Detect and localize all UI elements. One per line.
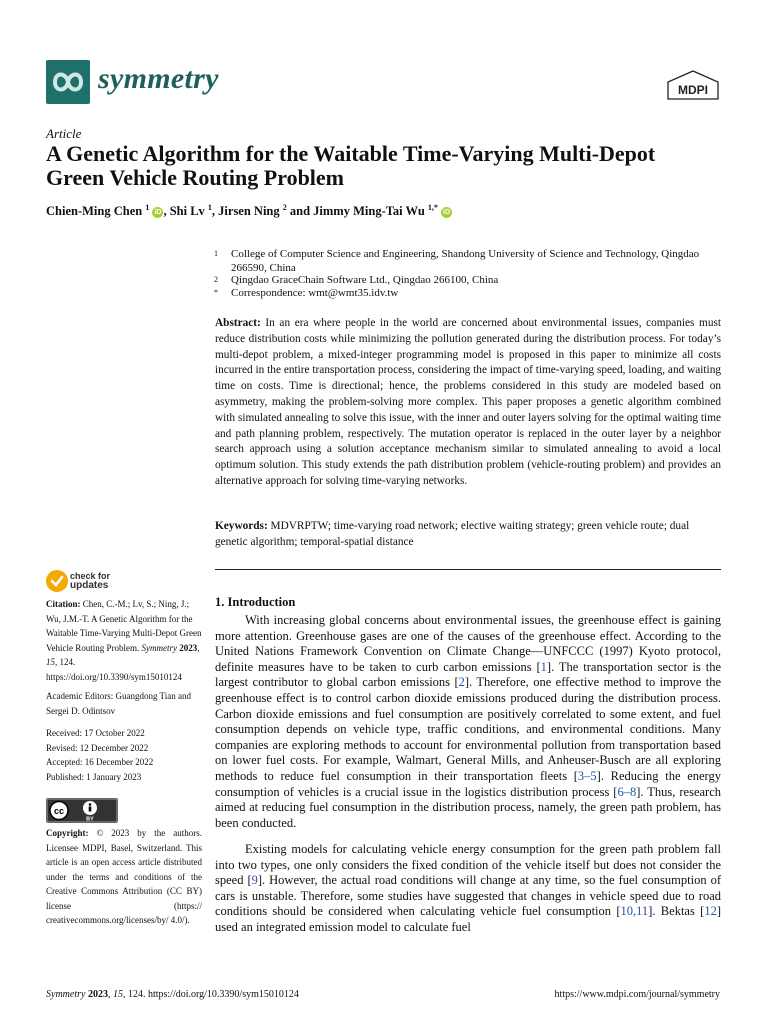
- affiliation-number: 1: [214, 249, 218, 258]
- copyright-notice: [46, 826, 202, 928]
- article-type: Article: [46, 126, 82, 141]
- footer-citation: Symmetry 2023, 15, 124. https://doi.org/10.3390/sym15010124: [46, 989, 299, 1000]
- footer-year: 2023: [87, 989, 108, 1000]
- keywords: [215, 519, 721, 551]
- author-affiliation-sup: 2: [282, 203, 287, 212]
- author-name: Chien-Ming Chen: [46, 204, 143, 219]
- orcid-icon[interactable]: iD: [443, 209, 451, 217]
- keywords-text: MDVRPTW; time-varying road network; elective waiting strategy; green vehicle route; dual genetic algorithm; temporal-spatial distance: [215, 520, 690, 548]
- section-divider: [215, 569, 721, 570]
- author-name: Shi Lv: [169, 204, 205, 219]
- date-accepted: Accepted: 16 December 2022: [46, 757, 154, 767]
- affiliation-number: *: [214, 288, 218, 297]
- reference-link[interactable]: 1: [540, 659, 547, 674]
- paragraph-text: ]. The transportation sector is the largest contributor to global carbon emissions [: [215, 659, 721, 690]
- article-title: A Genetic Algorithm for the Waitable Time-Varying Multi-Depot Green Vehicle Routing Problem: [46, 141, 656, 190]
- paragraph-text: With increasing global concerns about environmental issues, the greenhouse effect is gaining more attention. Greenhouse gases are one of the causes of the greenhouse effect. According to the United Nations Framework Convention on Climate Change—UNFCCC (1997) Kyoto protocol, definite measures have to be taken to curb carbon emissions [: [215, 613, 721, 674]
- reference-link[interactable]: 3–5: [577, 768, 597, 783]
- author-affiliation-sup: 1: [207, 203, 212, 212]
- section-heading: 1. Introduction: [215, 595, 296, 609]
- paragraph-text: ]. Thus, research aimed at reducing fuel consumption in the distribution process, namely, the green path problem, has been conducted.: [215, 784, 721, 830]
- correspondence: [214, 286, 714, 300]
- date-received: Received: 17 October 2022: [46, 728, 145, 738]
- citation-journal: Symmetry: [141, 642, 177, 653]
- affiliation-text: College of Computer Science and Engineering, Shandong University of Science and Technology, Qingdao 266590, China: [231, 248, 700, 274]
- date-revised: Revised: 12 December 2022: [46, 742, 149, 753]
- author-affiliation-sup: 1,*: [427, 203, 438, 212]
- footer-volume: 15: [112, 989, 123, 1000]
- citation-volume: 15: [46, 657, 55, 667]
- abstract: [215, 316, 721, 490]
- footer-journal-url[interactable]: https://www.mdpi.com/journal/symmetry: [554, 989, 720, 1000]
- check-line-2: updates: [70, 580, 109, 591]
- orcid-icon[interactable]: iD: [154, 209, 162, 217]
- footer-doi[interactable]: , 124. https://doi.org/10.3390/sym15010124: [122, 989, 299, 1000]
- affiliation-text: Qingdao GraceChain Software Ltd., Qingdao 266100, China: [231, 274, 499, 286]
- paragraph-text: ]. Therefore, one effective method to improve the greenhouse effect is to control carbon dioxide emissions produced during the distribution process. Carbon dioxide emissions and fuel consumption are positively correlated to some extent, and fuel consumption depends on vehicle type, traffic conditions, and environmental conditions. Many companies are exploring methods to account for environmental pollution from transportation based on lower fuel costs. For example, Walmart, General Mills, and Anheuser-Busch are all exploring methods to reduce fuel consumption in their transportation fleets [: [215, 675, 721, 783]
- paragraph-text: ]. However, the actual road conditions will change at any time, so the fuel consumption of cars is unstable. Therefore, some studies have suggested that changes in vehicle speed due to road conditions should be considered when calculating vehicle fuel consumption [: [215, 873, 721, 919]
- reference-link[interactable]: 12: [704, 904, 717, 919]
- intro-paragraph-2: [215, 842, 721, 936]
- citation-label: Citation:: [46, 599, 81, 609]
- check-line-1: check for: [70, 571, 111, 581]
- publisher-logo[interactable]: [666, 70, 720, 100]
- cc-label: cc: [53, 806, 65, 816]
- reference-link[interactable]: 10,11: [620, 904, 649, 919]
- publisher-label: MDPI: [678, 83, 708, 97]
- keywords-label: Keywords:: [215, 520, 268, 532]
- dates-block: [46, 726, 202, 784]
- affiliation-number: 2: [214, 275, 218, 284]
- citation-doi[interactable]: , 124. https://doi.org/10.3390/sym15010124: [46, 657, 182, 682]
- abstract-label: Abstract:: [215, 317, 261, 329]
- author-name: Jimmy Ming-Tai Wu: [313, 204, 425, 219]
- check-for-updates-button[interactable]: [46, 570, 126, 594]
- reference-link[interactable]: 6–8: [617, 784, 637, 799]
- paragraph-text: Existing models for calculating vehicle energy consumption for the green path problem fall into two types, one only considers the fixed condition of the vehicle itself but does not consider the speed [: [215, 842, 721, 888]
- citation-text: Chen, C.-M.; Lv, S.; Ning, J.; Wu, J.M.-T. A Genetic Algorithm for the Waitable Time-Varying Multi-Depot Green Vehicle Routing Problem.: [46, 599, 202, 653]
- cc-by-label: BY: [86, 816, 94, 823]
- check-for-updates-label: [70, 571, 110, 591]
- affiliation-1: [214, 247, 714, 275]
- citation-year: 2023: [179, 642, 198, 653]
- author-list: Chien-Ming Chen $^1$ iD , Shi Lv $^1$, Jirsen Ning $^2$ and Jimmy Ming-Tai Wu $^{1,*}$ iD: [46, 203, 451, 219]
- journal-name[interactable]: symmetry: [98, 62, 219, 95]
- paragraph-text: ]. Bektas [: [648, 904, 705, 919]
- footer-journal: Symmetry: [46, 989, 86, 1000]
- copyright-label: Copyright:: [46, 828, 89, 838]
- cc-by-license-icon[interactable]: [46, 798, 118, 823]
- academic-editors: Academic Editors: Guangdong Tian and Sergei D. Odintsov: [46, 691, 191, 716]
- affiliation-text[interactable]: Correspondence: wmt@wmt35.idv.tw: [231, 287, 399, 299]
- reference-link[interactable]: 9: [251, 873, 258, 888]
- citation-block: Citation: Chen, C.-M.; Lv, S.; Ning, J.; Wu, J.M.-T. A Genetic Algorithm for the Waitable Time-Varying Multi-Depot Green Vehicle Routing Problem. Symmetry 2023, 15, 124. https://doi.org/10.3390/sym15010124: [46, 599, 202, 682]
- date-published: Published: 1 January 2023: [46, 771, 142, 782]
- check-icon: [46, 570, 68, 592]
- intro-paragraph-1: [215, 613, 721, 831]
- reference-link[interactable]: 2: [458, 675, 465, 690]
- author-name: Jirsen Ning: [218, 204, 280, 219]
- paragraph-text: ]. Reducing the energy consumption of vehicles is a crucial issue in the logistics distribution process [: [215, 768, 721, 799]
- abstract-text: In an era where people in the world are concerned about environmental issues, companies must reduce distribution costs while minimizing the pollution generated during the distribution process. For today’s multi-depot problem, a mixed-integer programming model is proposed in this paper to minimize all costs incurred in the entire transportation process, considering the impact of time-varying speed, loading, and waiting time on costs. Time is directional; hence, the problems considered in this study are modeled based on asymmetry, making the problem-solving more complex. This paper proposes a genetic algorithm combined with simulated annealing to solve this issue, with the inner and outer layers solving for the optimal waiting time and path planning problem, respectively. The mutation operator is replaced in the outer layer by a neighbor search approach using a solution acceptance mechanism similar to simulated annealing to avoid a local optimum solution. This study extends the path distribution problem (vehicle-routing problem) and provides an alternative approach for solving time-varying networks.: [215, 317, 722, 487]
- paragraph-text: ] used an integrated emission model to calculate fuel: [215, 904, 721, 934]
- affiliation-2: [214, 273, 714, 287]
- copyright-text: © 2023 by the authors. Licensee MDPI, Basel, Switzerland. This article is an open access article distributed under the terms and conditions of the Creative Commons Attribution (CC BY) license (https:// creativecommons.org/licenses/by/ 4.0/).: [46, 828, 202, 925]
- journal-logo-icon: [46, 60, 90, 104]
- author-affiliation-sup: 1: [145, 203, 150, 212]
